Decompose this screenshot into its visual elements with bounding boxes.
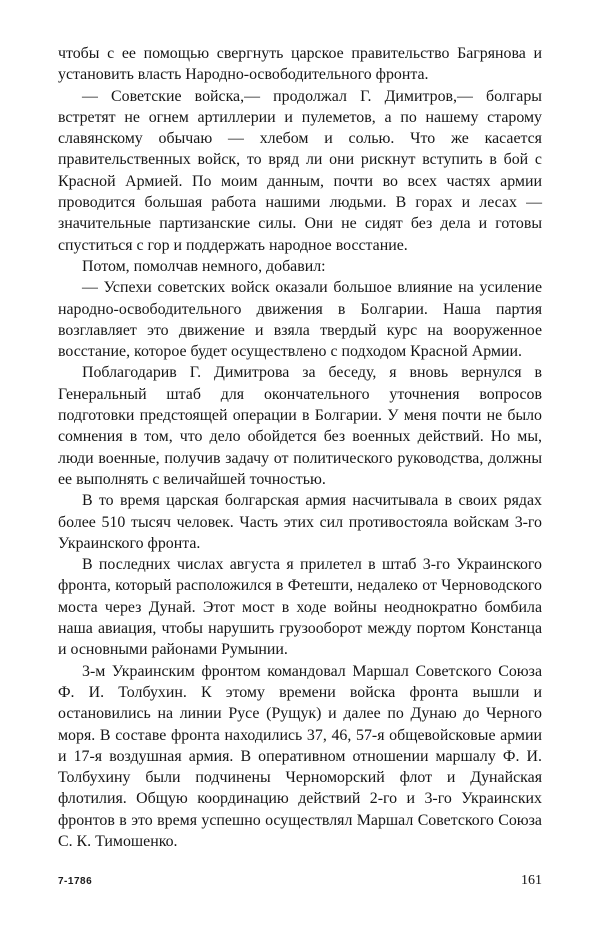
page-body-text: [58, 43, 542, 852]
paragraph-dimitrov-quote: — Советские войска,— продолжал Г. Димитров,— болгары встретят не огнем артиллерии и пулеметов, а по нашему старому славянскому обычаю — хлебом и солью. Что же касается правительственных войск, то вряд ли они рискнут вступить в бой с Красной Армией. По моим данным, почти во всех частях армии проводится большая работа нашими людьми. В горах и лесах — значительные партизанские силы. Они не сидят без дела и готовы спуститься с гор и поддержать народное восстание.: [58, 87, 542, 254]
paragraph-bulgarian-army: В то время царская болгарская армия насчитывала в своих рядах более 510 тысяч человек. Часть этих сил противостояла войскам 3-го Украинского фронта.: [58, 492, 542, 552]
paragraph-general-staff: Поблагодарив Г. Димитрова за беседу, я вновь вернулся в Генеральный штаб для окончательного уточнения вопросов подготовки предстоящей операции в Болгарии. У меня почти не было сомнения в том, что дело обойдется без военных действий. Но мы, люди военные, получив задачу от политического руководства, должны ее выполнять с величайшей точностью.: [58, 364, 542, 488]
paragraph-party-course: — Успехи советских войск оказали большое влияние на усиление народно-освободительного движения в Болгарии. Наша партия возглавляет это движение и взяла твердый курс на вооруженное восстание, которое будет осуществлено с подходом Красной Армии.: [58, 279, 542, 361]
page-number: 161: [521, 873, 542, 888]
printer-signature-mark: 7-1786: [58, 876, 93, 887]
paragraph-tolbukhin-front: 3-м Украинским фронтом командовал Маршал Советского Союза Ф. И. Толбухин. К этому времени войска фронта вышли и остановились на линии Русе (Рущук) и далее по Дунаю до Черного моря. В составе фронта находились 37, 46, 57-я общевойсковые армии и 17-я воздушная армия. В оперативном отношении маршалу Ф. И. Толбухину были подчинены Черноморский флот и Дунайская флотилия. Общую координацию действий 2-го и 3-го Украинских фронтов в это время успешно осуществлял Маршал Советского Союза С. К. Тимошенко.: [58, 662, 542, 850]
paragraph-fetesti-hq: В последних числах августа я прилетел в штаб 3-го Украинского фронта, который расположился в Фетешти, недалеко от Черноводского моста через Дунай. Этот мост в ходе войны неоднократно бомбила наша авиация, чтобы нарушить грузооборот между портом Констанца и основными районами Румынии.: [58, 556, 542, 659]
paragraph-continuation: чтобы с ее помощью свергнуть царское правительство Багрянова и установить власть Народно-освободительного фронта.: [58, 45, 542, 84]
paragraph-pause: Потом, помолчав немного, добавил:: [82, 257, 326, 275]
